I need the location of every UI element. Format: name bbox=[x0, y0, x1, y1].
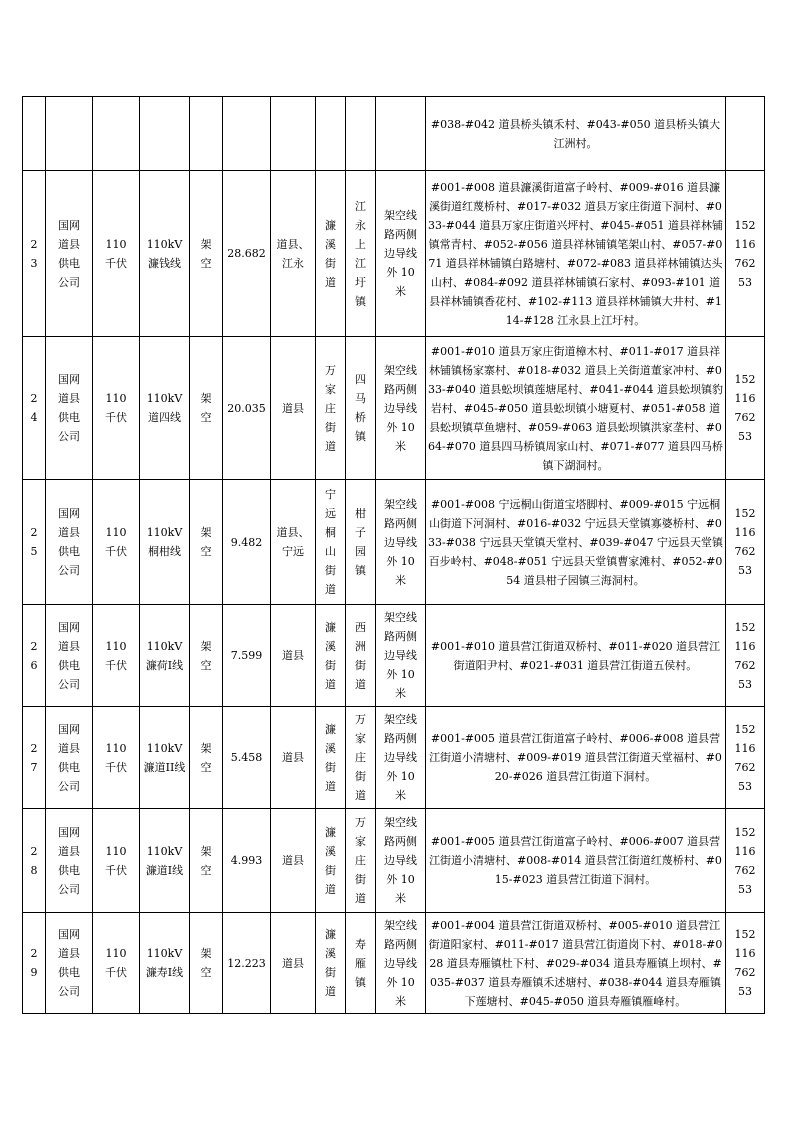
start-point-cell bbox=[316, 337, 346, 480]
voltage-cell bbox=[93, 171, 140, 337]
length-cell-text: 4.993 bbox=[230, 854, 263, 867]
line-type-cell-text: 架空 bbox=[200, 392, 212, 424]
line-name-cell-text: 110kV 濂道II线 bbox=[143, 741, 186, 774]
protection-scope-cell-text: 架空线路两侧边导线外 10 米 bbox=[384, 816, 417, 905]
county-cell bbox=[271, 97, 316, 171]
protection-scope-cell bbox=[376, 707, 426, 809]
company-cell bbox=[46, 97, 93, 171]
protection-scope-cell-text: 架空线路两侧边导线外 10 米 bbox=[384, 209, 417, 298]
tower-range-cell bbox=[426, 605, 726, 707]
line-name-cell bbox=[140, 171, 190, 337]
row-index bbox=[23, 605, 46, 707]
line-type-cell bbox=[190, 337, 223, 480]
protection-scope-cell bbox=[376, 605, 426, 707]
contact-phone-cell-text: 15211676253 bbox=[734, 507, 756, 577]
voltage-cell-text: 110 千伏 bbox=[105, 639, 127, 672]
start-point-cell bbox=[316, 480, 346, 605]
end-point-cell-text: 四马桥镇 bbox=[355, 373, 366, 443]
row-index-text: 27 bbox=[30, 741, 38, 774]
company-cell-text: 国网道县供电公司 bbox=[58, 218, 80, 289]
table-row bbox=[23, 809, 765, 913]
length-cell bbox=[223, 171, 271, 337]
line-type-cell-text: 架空 bbox=[200, 947, 212, 979]
tower-range-cell bbox=[426, 171, 726, 337]
line-name-cell bbox=[140, 480, 190, 605]
voltage-cell bbox=[93, 337, 140, 480]
tower-range-cell-text: #001-#005 道县营江街道富子岭村、#006-#007 道县营江街道小清塘村、#008-#014 道县营江街道红蔑桥村、#015-#023 道县营江街道下洞村。 bbox=[429, 835, 722, 886]
contact-phone-cell bbox=[726, 809, 765, 913]
row-index bbox=[23, 97, 46, 171]
end-point-cell bbox=[346, 913, 376, 1014]
table-row bbox=[23, 171, 765, 337]
row-index-text: 24 bbox=[30, 392, 38, 424]
company-cell-text: 国网道县供电公司 bbox=[58, 825, 80, 896]
end-point-cell bbox=[346, 605, 376, 707]
contact-phone-cell bbox=[726, 171, 765, 337]
start-point-cell bbox=[316, 913, 346, 1014]
start-point-cell-text: 濂溪街道 bbox=[325, 825, 336, 896]
row-index bbox=[23, 171, 46, 337]
tower-range-cell-text: #001-#005 道县营江街道富子岭村、#006-#008 道县营江街道小清塘村、#009-#019 道县营江街道天堂福村、#020-#026 道县营江街道下洞村。 bbox=[429, 732, 722, 783]
length-cell-text: 20.035 bbox=[227, 401, 266, 415]
row-index-text: 26 bbox=[30, 639, 38, 672]
end-point-cell-text: 万家庄街道 bbox=[355, 713, 366, 802]
tower-range-cell bbox=[426, 707, 726, 809]
end-point-cell bbox=[346, 171, 376, 337]
county-cell-text: 道县 bbox=[282, 401, 304, 415]
tower-range-cell bbox=[426, 913, 726, 1014]
row-index bbox=[23, 913, 46, 1014]
tower-range-cell-text: #038-#042 道县桥头镇禾村、#043-#050 道县桥头镇大江洲村。 bbox=[430, 117, 721, 150]
length-cell-text: 9.482 bbox=[230, 535, 263, 549]
table-row bbox=[23, 913, 765, 1014]
line-name-cell-text: 110kV 桐柑线 bbox=[146, 526, 183, 558]
line-name-cell-text: 110kV 濂道I线 bbox=[145, 844, 184, 877]
row-index-text: 29 bbox=[30, 947, 38, 979]
end-point-cell bbox=[346, 480, 376, 605]
company-cell-text: 国网道县供电公司 bbox=[58, 507, 80, 577]
company-cell bbox=[46, 605, 93, 707]
company-cell-text: 国网道县供电公司 bbox=[58, 620, 80, 691]
protection-scope-cell-text: 架空线路两侧边导线外 10 米 bbox=[384, 363, 417, 453]
contact-phone-cell-text: 15211676253 bbox=[734, 373, 756, 443]
protection-scope-cell bbox=[376, 97, 426, 171]
line-name-cell bbox=[140, 913, 190, 1014]
length-cell bbox=[223, 809, 271, 913]
length-cell bbox=[223, 707, 271, 809]
voltage-cell bbox=[93, 605, 140, 707]
table-row bbox=[23, 480, 765, 605]
line-name-cell-text: 110kV 濂荷I线 bbox=[145, 639, 184, 672]
company-cell bbox=[46, 707, 93, 809]
line-name-cell-text: 110kV 濂寿I线 bbox=[145, 947, 184, 979]
protection-scope-cell-text: 架空线路两侧边导线外 10 米 bbox=[384, 611, 417, 700]
tower-range-cell bbox=[426, 97, 726, 171]
line-type-cell bbox=[190, 913, 223, 1014]
start-point-cell bbox=[316, 707, 346, 809]
line-name-cell-text: 110kV 道四线 bbox=[146, 392, 183, 424]
tower-range-cell bbox=[426, 337, 726, 480]
start-point-cell bbox=[316, 605, 346, 707]
row-index bbox=[23, 707, 46, 809]
line-type-cell bbox=[190, 707, 223, 809]
line-name-cell-text: 110kV 濂钱线 bbox=[146, 237, 183, 270]
length-cell bbox=[223, 97, 271, 171]
line-name-cell bbox=[140, 707, 190, 809]
contact-phone-cell-text: 15211676253 bbox=[734, 825, 756, 896]
length-cell bbox=[223, 605, 271, 707]
protection-scope-cell-text: 架空线路两侧边导线外 10 米 bbox=[384, 918, 417, 1008]
contact-phone-cell-text: 15211676253 bbox=[734, 928, 756, 998]
line-type-cell-text: 架空 bbox=[200, 741, 212, 774]
start-point-cell bbox=[316, 809, 346, 913]
line-type-cell-text: 架空 bbox=[200, 526, 212, 558]
line-type-cell-text: 架空 bbox=[200, 237, 212, 270]
table-row bbox=[23, 707, 765, 809]
line-type-cell bbox=[190, 605, 223, 707]
end-point-cell bbox=[346, 337, 376, 480]
row-index-text: 23 bbox=[30, 237, 38, 270]
contact-phone-cell bbox=[726, 707, 765, 809]
end-point-cell bbox=[346, 97, 376, 171]
line-name-cell bbox=[140, 97, 190, 171]
length-cell-text: 7.599 bbox=[230, 649, 263, 662]
company-cell bbox=[46, 809, 93, 913]
start-point-cell bbox=[316, 97, 346, 171]
county-cell bbox=[271, 337, 316, 480]
start-point-cell-text: 濂溪街道 bbox=[325, 928, 336, 998]
county-cell bbox=[271, 480, 316, 605]
length-cell-text: 28.682 bbox=[227, 247, 266, 260]
line-type-cell bbox=[190, 480, 223, 605]
company-cell-text: 国网道县供电公司 bbox=[58, 373, 80, 443]
line-name-cell bbox=[140, 605, 190, 707]
start-point-cell-text: 濂溪街道 bbox=[325, 218, 336, 289]
end-point-cell-text: 寿雁镇 bbox=[355, 937, 366, 989]
length-cell bbox=[223, 480, 271, 605]
power-line-table bbox=[22, 96, 765, 1014]
table-row bbox=[23, 605, 765, 707]
voltage-cell-text: 110 千伏 bbox=[105, 526, 127, 558]
protection-scope-cell bbox=[376, 480, 426, 605]
row-index-text: 25 bbox=[30, 526, 38, 558]
tower-range-cell bbox=[426, 809, 726, 913]
row-index bbox=[23, 480, 46, 605]
voltage-cell bbox=[93, 809, 140, 913]
start-point-cell-text: 万家庄街道 bbox=[325, 363, 336, 453]
voltage-cell bbox=[93, 707, 140, 809]
line-type-cell bbox=[190, 97, 223, 171]
end-point-cell-text: 柑子园镇 bbox=[355, 507, 366, 577]
end-point-cell-text: 西洲街道 bbox=[355, 620, 366, 691]
county-cell-text: 道县 bbox=[282, 649, 304, 662]
tower-range-cell-text: #001-#004 道县营江街道双桥村、#005-#010 道县营江街道阳家村、#011-#017 道县营江街道岗下村、#018-#028 道县寿雁镇杜下村、#029-#034 道县寿雁镇上坝村、#035-#037 道县寿雁镇禾述塘村、#038-#044 道县寿雁镇下莲塘村、#045-#050 道县寿雁镇雁峰村。 bbox=[428, 918, 723, 1008]
tower-range-cell bbox=[426, 480, 726, 605]
company-cell bbox=[46, 913, 93, 1014]
end-point-cell-text: 江永上江圩镇 bbox=[355, 199, 366, 308]
row-index bbox=[23, 809, 46, 913]
county-cell-text: 道县、江永 bbox=[276, 237, 310, 270]
table-row bbox=[23, 97, 765, 171]
end-point-cell bbox=[346, 809, 376, 913]
end-point-cell-text: 万家庄街道 bbox=[355, 816, 366, 905]
county-cell bbox=[271, 913, 316, 1014]
voltage-cell-text: 110 千伏 bbox=[105, 237, 127, 270]
line-type-cell bbox=[190, 171, 223, 337]
protection-scope-cell-text: 架空线路两侧边导线外 10 米 bbox=[384, 713, 417, 802]
company-cell-text: 国网道县供电公司 bbox=[58, 722, 80, 793]
county-cell bbox=[271, 707, 316, 809]
end-point-cell bbox=[346, 707, 376, 809]
company-cell bbox=[46, 480, 93, 605]
company-cell bbox=[46, 171, 93, 337]
row-index-text: 28 bbox=[30, 844, 38, 877]
length-cell bbox=[223, 913, 271, 1014]
contact-phone-cell-text: 15211676253 bbox=[734, 722, 756, 793]
length-cell-text: 12.223 bbox=[227, 956, 266, 970]
row-index bbox=[23, 337, 46, 480]
protection-scope-cell bbox=[376, 809, 426, 913]
line-type-cell bbox=[190, 809, 223, 913]
contact-phone-cell bbox=[726, 605, 765, 707]
start-point-cell bbox=[316, 171, 346, 337]
protection-scope-cell bbox=[376, 337, 426, 480]
county-cell bbox=[271, 171, 316, 337]
protection-scope-cell-text: 架空线路两侧边导线外 10 米 bbox=[384, 497, 417, 587]
line-type-cell-text: 架空 bbox=[200, 844, 212, 877]
voltage-cell bbox=[93, 913, 140, 1014]
start-point-cell-text: 濂溪街道 bbox=[325, 620, 336, 691]
protection-scope-cell bbox=[376, 171, 426, 337]
voltage-cell-text: 110 千伏 bbox=[105, 947, 127, 979]
company-cell bbox=[46, 337, 93, 480]
contact-phone-cell bbox=[726, 913, 765, 1014]
company-cell-text: 国网道县供电公司 bbox=[58, 928, 80, 998]
contact-phone-cell bbox=[726, 337, 765, 480]
tower-range-cell-text: #001-#010 道县营江街道双桥村、#011-#020 道县营江街道阳尹村、#021-#031 道县营江街道五侯村。 bbox=[430, 639, 721, 672]
contact-phone-cell bbox=[726, 97, 765, 171]
tower-range-cell-text: #001-#008 道县濂溪街道富子岭村、#009-#016 道县濂溪街道红蔑桥村、#017-#032 道县万家庄街道下洞村、#033-#044 道县万家庄街道兴坪村、#045-#051 道县祥林铺镇常青村、#052-#056 道县祥林铺镇笔架山村、#057-#071 道县祥林铺镇白路塘村、#072-#083 道县祥林铺镇达头山村、#084-#092 道县祥林铺镇石家村、#093-#101 道县祥林铺镇香花村、#102-#113 道县祥林铺镇大井村、#114-#128 江永县上江圩村。 bbox=[427, 180, 724, 327]
voltage-cell-text: 110 千伏 bbox=[105, 844, 127, 877]
contact-phone-cell-text: 15211676253 bbox=[734, 218, 756, 289]
voltage-cell-text: 110 千伏 bbox=[105, 741, 127, 774]
tower-range-cell-text: #001-#008 宁远桐山街道宝塔脚村、#009-#015 宁远桐山街道下河洞村、#016-#032 宁远县天堂镇寡婆桥村、#033-#038 宁远县天堂镇天堂村、#039-#047 宁远县天堂镇百步岭村、#048-#051 宁远县天堂镇曹家滩村、#052-#054 道县柑子园镇三海洞村。 bbox=[427, 497, 724, 587]
line-type-cell-text: 架空 bbox=[200, 639, 212, 672]
county-cell-text: 道县 bbox=[282, 751, 304, 764]
table-row bbox=[23, 337, 765, 480]
protection-scope-cell bbox=[376, 913, 426, 1014]
county-cell-text: 道县 bbox=[282, 854, 304, 867]
voltage-cell bbox=[93, 97, 140, 171]
contact-phone-cell bbox=[726, 480, 765, 605]
line-name-cell bbox=[140, 809, 190, 913]
line-name-cell bbox=[140, 337, 190, 480]
length-cell-text: 5.458 bbox=[230, 751, 263, 764]
length-cell bbox=[223, 337, 271, 480]
contact-phone-cell-text: 15211676253 bbox=[734, 620, 756, 691]
county-cell-text: 道县 bbox=[282, 956, 304, 970]
county-cell bbox=[271, 605, 316, 707]
tower-range-cell-text: #001-#010 道县万家庄街道樟木村、#011-#017 道县祥林铺镇杨家寨村、#018-#032 道县上关街道董家冲村、#033-#040 道县蚣坝镇莲塘尾村、#041-#044 道县蚣坝镇豹岩村、#045-#050 道县蚣坝镇小塘夏村、#051-#058 道县蚣坝镇草鱼塘村、#059-#063 道县蚣坝镇洪家垄村、#064-#070 道县四马桥镇周家山村、#071-#077 道县四马桥镇下湖洞村。 bbox=[427, 344, 724, 472]
voltage-cell bbox=[93, 480, 140, 605]
start-point-cell-text: 濂溪街道 bbox=[325, 722, 336, 793]
county-cell bbox=[271, 809, 316, 913]
voltage-cell-text: 110 千伏 bbox=[105, 392, 127, 424]
county-cell-text: 道县、宁远 bbox=[276, 526, 310, 558]
start-point-cell-text: 宁远桐山街道 bbox=[325, 488, 336, 596]
